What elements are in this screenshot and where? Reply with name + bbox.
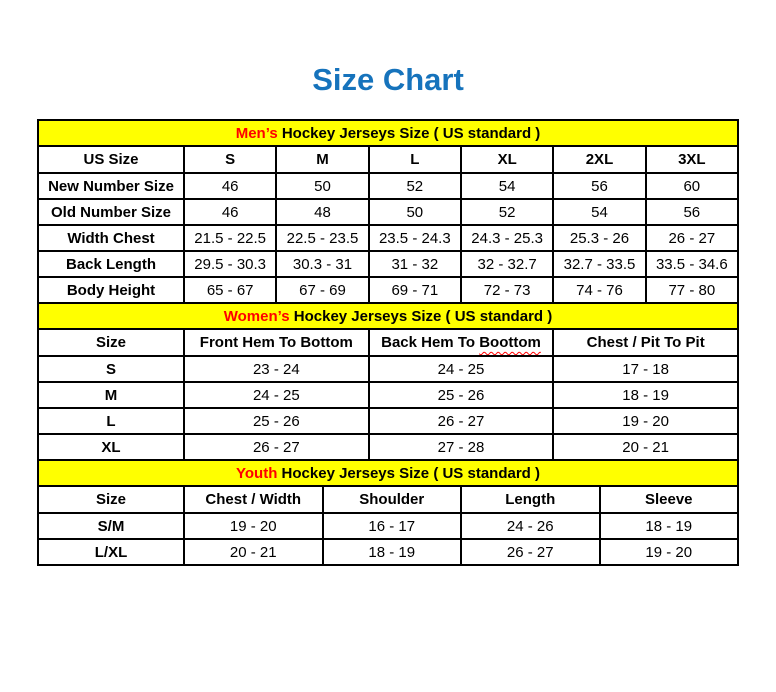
mens-row-label: New Number Size [38,173,184,199]
mens-value-cell: 32.7 - 33.5 [553,251,645,277]
mens-value-cell: 65 - 67 [184,277,276,303]
mens-value-cell: 52 [461,199,553,225]
womens-column-header [369,329,554,356]
youth-band-row [38,460,738,486]
mens-value-cell: 23.5 - 24.3 [369,225,461,251]
mens-value-cell: 72 - 73 [461,277,553,303]
womens-value-cell: 24 - 25 [369,356,554,382]
mens-row-label: Old Number Size [38,199,184,225]
womens-column-header-row [38,329,738,356]
mens-value-cell: 54 [553,199,645,225]
youth-value-cell: 18 - 19 [600,513,739,539]
mens-row-label: Width Chest [38,225,184,251]
mens-section-accent: Men’s [235,124,278,142]
mens-value-cell: 69 - 71 [369,277,461,303]
mens-column-header-row [38,146,738,173]
womens-row-label: L [38,408,184,434]
mens-column-header: S [184,146,276,173]
youth-table-body [38,513,738,565]
womens-row [38,382,738,408]
womens-value-cell: 25 - 26 [369,382,554,408]
mens-value-cell: 31 - 32 [369,251,461,277]
mens-table-body [38,173,738,303]
mens-value-cell: 77 - 80 [646,277,738,303]
mens-column-header: US Size [38,146,184,173]
youth-column-header: Length [461,486,600,513]
mens-value-cell: 74 - 76 [553,277,645,303]
mens-value-cell: 50 [276,173,368,199]
mens-value-cell: 30.3 - 31 [276,251,368,277]
womens-row [38,356,738,382]
mens-value-cell: 56 [646,199,738,225]
size-chart [37,119,739,566]
youth-value-cell: 16 - 17 [323,513,462,539]
womens-value-cell: 27 - 28 [369,434,554,460]
womens-value-cell: 25 - 26 [184,408,369,434]
womens-section-title: Hockey Jerseys Size ( US standard ) [289,307,553,325]
mens-value-cell: 22.5 - 23.5 [276,225,368,251]
youth-row-label: L/XL [38,539,184,565]
mens-section-header [38,120,738,146]
mens-value-cell: 50 [369,199,461,225]
misspelled-word: Boottom [479,334,541,351]
youth-column-header: Size [38,486,184,513]
mens-size-table [37,119,739,304]
mens-row [38,225,738,251]
womens-value-cell: 18 - 19 [553,382,738,408]
mens-row-label: Body Height [38,277,184,303]
mens-value-cell: 48 [276,199,368,225]
mens-column-header: 2XL [553,146,645,173]
youth-row [38,513,738,539]
womens-row-label: XL [38,434,184,460]
womens-row [38,408,738,434]
mens-row [38,251,738,277]
youth-column-header: Chest / Width [184,486,323,513]
youth-value-cell: 24 - 26 [461,513,600,539]
mens-value-cell: 33.5 - 34.6 [646,251,738,277]
womens-column-header: Front Hem To Bottom [184,329,369,356]
youth-value-cell: 19 - 20 [184,513,323,539]
womens-section-accent: Women’s [223,307,290,325]
youth-section-title: Hockey Jerseys Size ( US standard ) [277,464,540,482]
womens-value-cell: 24 - 25 [184,382,369,408]
mens-value-cell: 46 [184,173,276,199]
page-title: Size Chart [312,62,464,97]
womens-row [38,434,738,460]
womens-value-cell: 26 - 27 [184,434,369,460]
mens-column-header: 3XL [646,146,738,173]
mens-value-cell: 54 [461,173,553,199]
womens-value-cell: 17 - 18 [553,356,738,382]
womens-value-cell: 23 - 24 [184,356,369,382]
mens-column-header: XL [461,146,553,173]
youth-value-cell: 18 - 19 [323,539,462,565]
youth-section-header [38,460,738,486]
womens-column-header: Size [38,329,184,356]
mens-row [38,199,738,225]
womens-band-row [38,303,738,329]
mens-row [38,173,738,199]
youth-value-cell: 20 - 21 [184,539,323,565]
mens-value-cell: 26 - 27 [646,225,738,251]
womens-value-cell: 26 - 27 [369,408,554,434]
mens-section-title: Hockey Jerseys Size ( US standard ) [277,124,541,142]
mens-column-header: M [276,146,368,173]
youth-column-header: Shoulder [323,486,462,513]
mens-value-cell: 56 [553,173,645,199]
mens-value-cell: 29.5 - 30.3 [184,251,276,277]
mens-value-cell: 52 [369,173,461,199]
youth-size-table [37,459,739,566]
mens-band-row [38,120,738,146]
mens-value-cell: 46 [184,199,276,225]
mens-row [38,277,738,303]
mens-value-cell: 21.5 - 22.5 [184,225,276,251]
column-header-text: Back Hem To [381,334,480,351]
mens-row-label: Back Length [38,251,184,277]
womens-size-table [37,302,739,461]
womens-value-cell: 19 - 20 [553,408,738,434]
mens-value-cell: 67 - 69 [276,277,368,303]
mens-value-cell: 25.3 - 26 [553,225,645,251]
womens-row-label: M [38,382,184,408]
mens-value-cell: 24.3 - 25.3 [461,225,553,251]
womens-table-body [38,356,738,460]
womens-value-cell: 20 - 21 [553,434,738,460]
youth-row [38,539,738,565]
youth-value-cell: 19 - 20 [600,539,739,565]
mens-column-header: L [369,146,461,173]
youth-column-header: Sleeve [600,486,739,513]
youth-value-cell: 26 - 27 [461,539,600,565]
youth-row-label: S/M [38,513,184,539]
youth-column-header-row [38,486,738,513]
mens-value-cell: 60 [646,173,738,199]
womens-row-label: S [38,356,184,382]
youth-section-accent: Youth [236,464,278,482]
womens-section-header [38,303,738,329]
womens-column-header: Chest / Pit To Pit [553,329,738,356]
mens-value-cell: 32 - 32.7 [461,251,553,277]
